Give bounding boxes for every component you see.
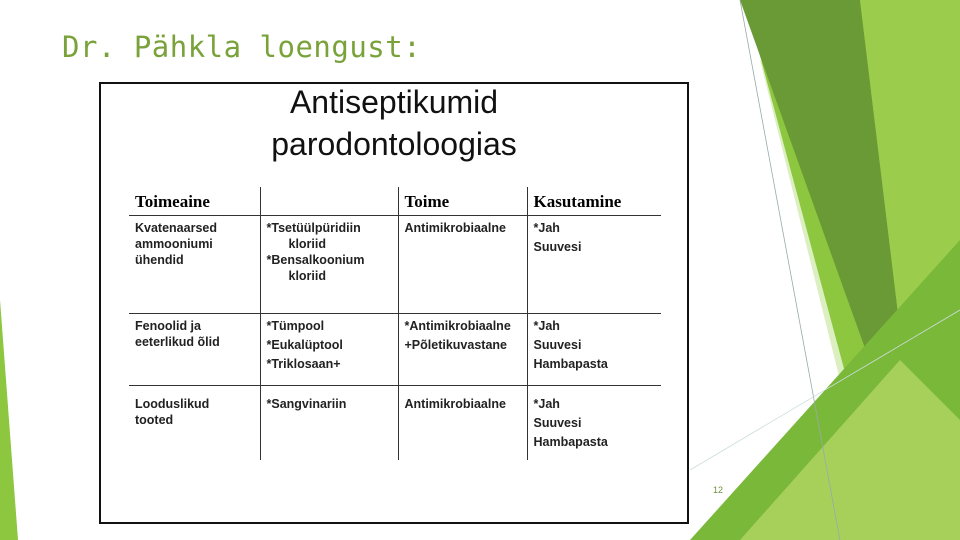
cell-substance-group bbox=[129, 216, 260, 314]
table-row bbox=[129, 314, 661, 386]
cell-line: +Põletikuvastane bbox=[404, 338, 507, 352]
col-header-toimeaine: Toimeaine bbox=[129, 187, 260, 216]
cell-line: Kvatenaarsed bbox=[135, 221, 217, 235]
col-header-blank bbox=[260, 187, 398, 216]
cell-line: kloriid bbox=[288, 269, 327, 283]
table-row bbox=[129, 216, 661, 314]
col-header-kasutamine: Kasutamine bbox=[527, 187, 661, 216]
cell-line: Antimikrobiaalne bbox=[404, 397, 506, 411]
cell-line: *Jah bbox=[533, 319, 560, 333]
cell-line: *Eukalüptool bbox=[266, 338, 343, 352]
slide-title: Dr. Pähkla loengust: bbox=[62, 30, 422, 64]
cell-line: *Tümpool bbox=[266, 319, 325, 333]
cell-effect bbox=[398, 314, 527, 386]
figure-heading-line-1: Antiseptikumid bbox=[289, 84, 499, 120]
cell-substances bbox=[260, 216, 398, 314]
cell-line: *Jah bbox=[533, 397, 560, 411]
cell-line: Fenoolid ja bbox=[135, 319, 201, 333]
cell-line: *Antimikrobiaalne bbox=[404, 319, 511, 333]
cell-line: *Tsetüülpüridiin bbox=[266, 221, 361, 235]
cell-usage bbox=[527, 216, 661, 314]
cell-line: *Triklosaan+ bbox=[266, 357, 341, 371]
cell-usage bbox=[527, 314, 661, 386]
cell-line: Antimikrobiaalne bbox=[404, 221, 506, 235]
cell-effect bbox=[398, 216, 527, 314]
cell-line: Suuvesi bbox=[533, 416, 582, 430]
cell-line: *Jah bbox=[533, 221, 560, 235]
col-header-toime: Toime bbox=[398, 187, 527, 216]
cell-line: eeterlikud õlid bbox=[135, 335, 220, 349]
cell-usage bbox=[527, 386, 661, 460]
cell-substances bbox=[260, 386, 398, 460]
cell-substance-group bbox=[129, 386, 260, 460]
table-row bbox=[129, 386, 661, 460]
cell-substances bbox=[260, 314, 398, 386]
cell-line: Suuvesi bbox=[533, 338, 582, 352]
deco-left-triangle bbox=[0, 300, 18, 540]
cell-effect bbox=[398, 386, 527, 460]
cell-line: kloriid bbox=[288, 237, 327, 251]
page-number: 12 bbox=[713, 485, 724, 495]
cell-line: *Sangvinariin bbox=[266, 397, 347, 411]
figure-frame bbox=[99, 82, 689, 524]
cell-line: ühendid bbox=[135, 253, 184, 267]
table-header-row bbox=[129, 187, 661, 216]
cell-line: ammooniumi bbox=[135, 237, 213, 251]
cell-line: Hambapasta bbox=[533, 435, 608, 449]
cell-line: tooted bbox=[135, 413, 174, 427]
antiseptic-table bbox=[129, 187, 661, 460]
cell-substance-group bbox=[129, 314, 260, 386]
cell-line: Hambapasta bbox=[533, 357, 608, 371]
cell-line: Looduslikud bbox=[135, 397, 210, 411]
figure-heading-line-2: parodontoloogias bbox=[271, 126, 517, 162]
cell-line: *Bensalkoonium bbox=[266, 253, 365, 267]
cell-line: Suuvesi bbox=[533, 240, 582, 254]
